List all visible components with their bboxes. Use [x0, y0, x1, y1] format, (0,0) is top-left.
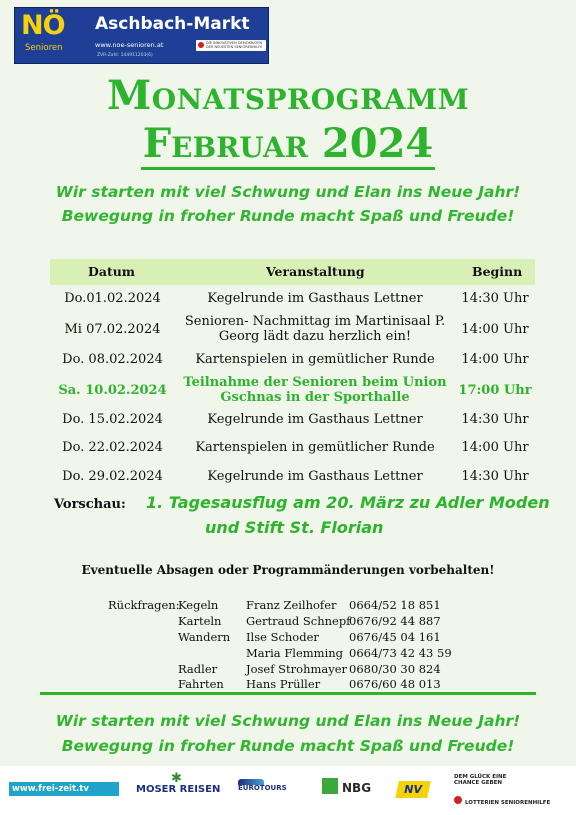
- row-date: Do. 08.02.2024: [62, 352, 163, 367]
- row-date: Do.01.02.2024: [64, 291, 161, 306]
- row-time: 14:00 Uhr: [461, 352, 529, 367]
- contact-activity: Kegeln: [178, 598, 219, 612]
- logo-brand-text: NÖ: [21, 10, 65, 41]
- table-row-highlighted: [50, 375, 535, 409]
- contact-activity: Fahrten: [178, 677, 224, 691]
- row-event: Kegelrunde im Gasthaus Lettner: [207, 291, 423, 306]
- contact-activity: Radler: [178, 662, 218, 676]
- contact-activity: Wandern: [178, 630, 231, 644]
- sponsor-moser-logo: MOSER REISEN: [136, 784, 221, 795]
- logo-sub-text: Senioren: [25, 43, 63, 53]
- sponsor-nbg-logo: NBG: [342, 781, 372, 795]
- contact-name: Josef Strohmayer: [246, 662, 348, 676]
- header-event: Veranstaltung: [266, 264, 365, 279]
- contact-name: Gertraud Schnepf: [246, 614, 351, 628]
- logo-zvr: ZVR-Zahl: 144911203(6): [97, 53, 153, 58]
- badge-dot-icon: [198, 42, 204, 48]
- notice-text: Eventuelle Absagen oder Programmänderungen vorbehalten!: [81, 563, 495, 577]
- row-time: 14:00 Uhr: [461, 440, 529, 455]
- header-time: Beginn: [472, 264, 523, 279]
- contact-activity: Karteln: [178, 614, 222, 628]
- row-event: Kartenspielen in gemütlicher Runde: [195, 352, 435, 367]
- preview-line-1: 1. Tagesausflug am 20. März zu Adler Moden: [146, 493, 550, 512]
- table-row: [50, 440, 535, 458]
- sponsor-nv-logo: NV: [395, 781, 431, 798]
- row-time: 14:00 Uhr: [461, 322, 529, 337]
- table-row: [50, 291, 535, 309]
- page-subtitle: [0, 120, 576, 167]
- table-header: [50, 259, 535, 285]
- slogan-line-1: Wir starten mit viel Schwung und Elan ins Neue Jahr!: [55, 183, 521, 201]
- preview-label: Vorschau:: [54, 497, 126, 512]
- sponsor-lotterien-logo: LOTTERIEN SENIORENHILFE: [465, 800, 551, 806]
- palm-icon: ✱: [171, 771, 182, 786]
- contact-name: Franz Zeilhofer: [246, 598, 337, 612]
- month-label: Februar 2024: [141, 120, 435, 170]
- row-date: Do. 15.02.2024: [62, 412, 163, 427]
- table-row: [50, 412, 535, 430]
- row-event: [175, 314, 455, 344]
- sponsor-lotterien-slogan: DEM GLÜCK EINE CHANCE GEBEN: [454, 774, 507, 786]
- divider: [40, 692, 536, 695]
- row-event: Kegelrunde im Gasthaus Lettner: [207, 469, 423, 484]
- header-date: Datum: [88, 264, 136, 279]
- contacts-label: Rückfragen:: [108, 598, 180, 612]
- row-time: 17:00 Uhr: [458, 383, 532, 398]
- slogan-line-2: Bewegung in froher Runde macht Spaß und Freude!: [61, 207, 515, 225]
- organization-logo: [14, 7, 269, 64]
- row-time: 14:30 Uhr: [461, 469, 529, 484]
- contact-phone: 0680/30 30 824: [349, 662, 441, 676]
- sponsor-footer: [0, 766, 576, 815]
- row-event-line-2: Gschnas in der Sporthalle: [220, 390, 410, 405]
- contact-name: Hans Prüller: [246, 677, 321, 691]
- row-event: Kegelrunde im Gasthaus Lettner: [207, 412, 423, 427]
- row-event-line-1: Teilnahme der Senioren beim Union: [183, 375, 447, 390]
- logo-url: www.noe-senioren.at: [95, 41, 164, 49]
- contact-phone: 0676/60 48 013: [349, 677, 441, 691]
- sponsor-eurotours-logo: EUROTOURS: [238, 784, 287, 792]
- contact-name: Maria Flemming: [246, 646, 344, 660]
- contact-phone: 0664/73 42 43 59: [349, 646, 452, 660]
- logo-badge: [196, 40, 266, 51]
- table-row: [50, 314, 535, 348]
- logo-badge-text: DIE INNOVATIVEN DEMOKRATEN DER NEUESTEN SENIORENHILFE: [206, 41, 263, 49]
- row-date: Do. 29.02.2024: [62, 469, 163, 484]
- slogan-repeat-line-1: Wir starten mit viel Schwung und Elan ins Neue Jahr!: [55, 712, 521, 730]
- table-row: [50, 352, 535, 370]
- slogan-repeat-line-2: Bewegung in froher Runde macht Spaß und Freude!: [61, 737, 515, 755]
- page-title: Monatsprogramm: [106, 72, 470, 119]
- lotterien-mark-icon: [454, 796, 462, 804]
- contact-name: Ilse Schoder: [246, 630, 319, 644]
- row-event-line-2: Georg lädt dazu herzlich ein!: [218, 329, 412, 344]
- contact-phone: 0676/45 04 161: [349, 630, 441, 644]
- sponsor-freizeit-logo: www.frei-zeit.tv: [9, 782, 119, 796]
- row-date: Sa. 10.02.2024: [58, 383, 167, 398]
- row-event-line-1: Senioren- Nachmittag im Martinisaal P.: [184, 314, 446, 329]
- table-row: [50, 469, 535, 487]
- row-time: 14:30 Uhr: [461, 291, 529, 306]
- row-time: 14:30 Uhr: [461, 412, 529, 427]
- nbg-mark-icon: [322, 778, 338, 794]
- row-date: Do. 22.02.2024: [62, 440, 163, 455]
- contact-phone: 0676/92 44 887: [349, 614, 441, 628]
- contact-phone: 0664/52 18 851: [349, 598, 441, 612]
- row-event: Kartenspielen in gemütlicher Runde: [195, 440, 435, 455]
- preview-line-2: und Stift St. Florian: [205, 518, 384, 537]
- logo-title: Aschbach-Markt: [95, 14, 250, 34]
- row-event: [175, 375, 455, 405]
- row-date: Mi 07.02.2024: [64, 322, 161, 337]
